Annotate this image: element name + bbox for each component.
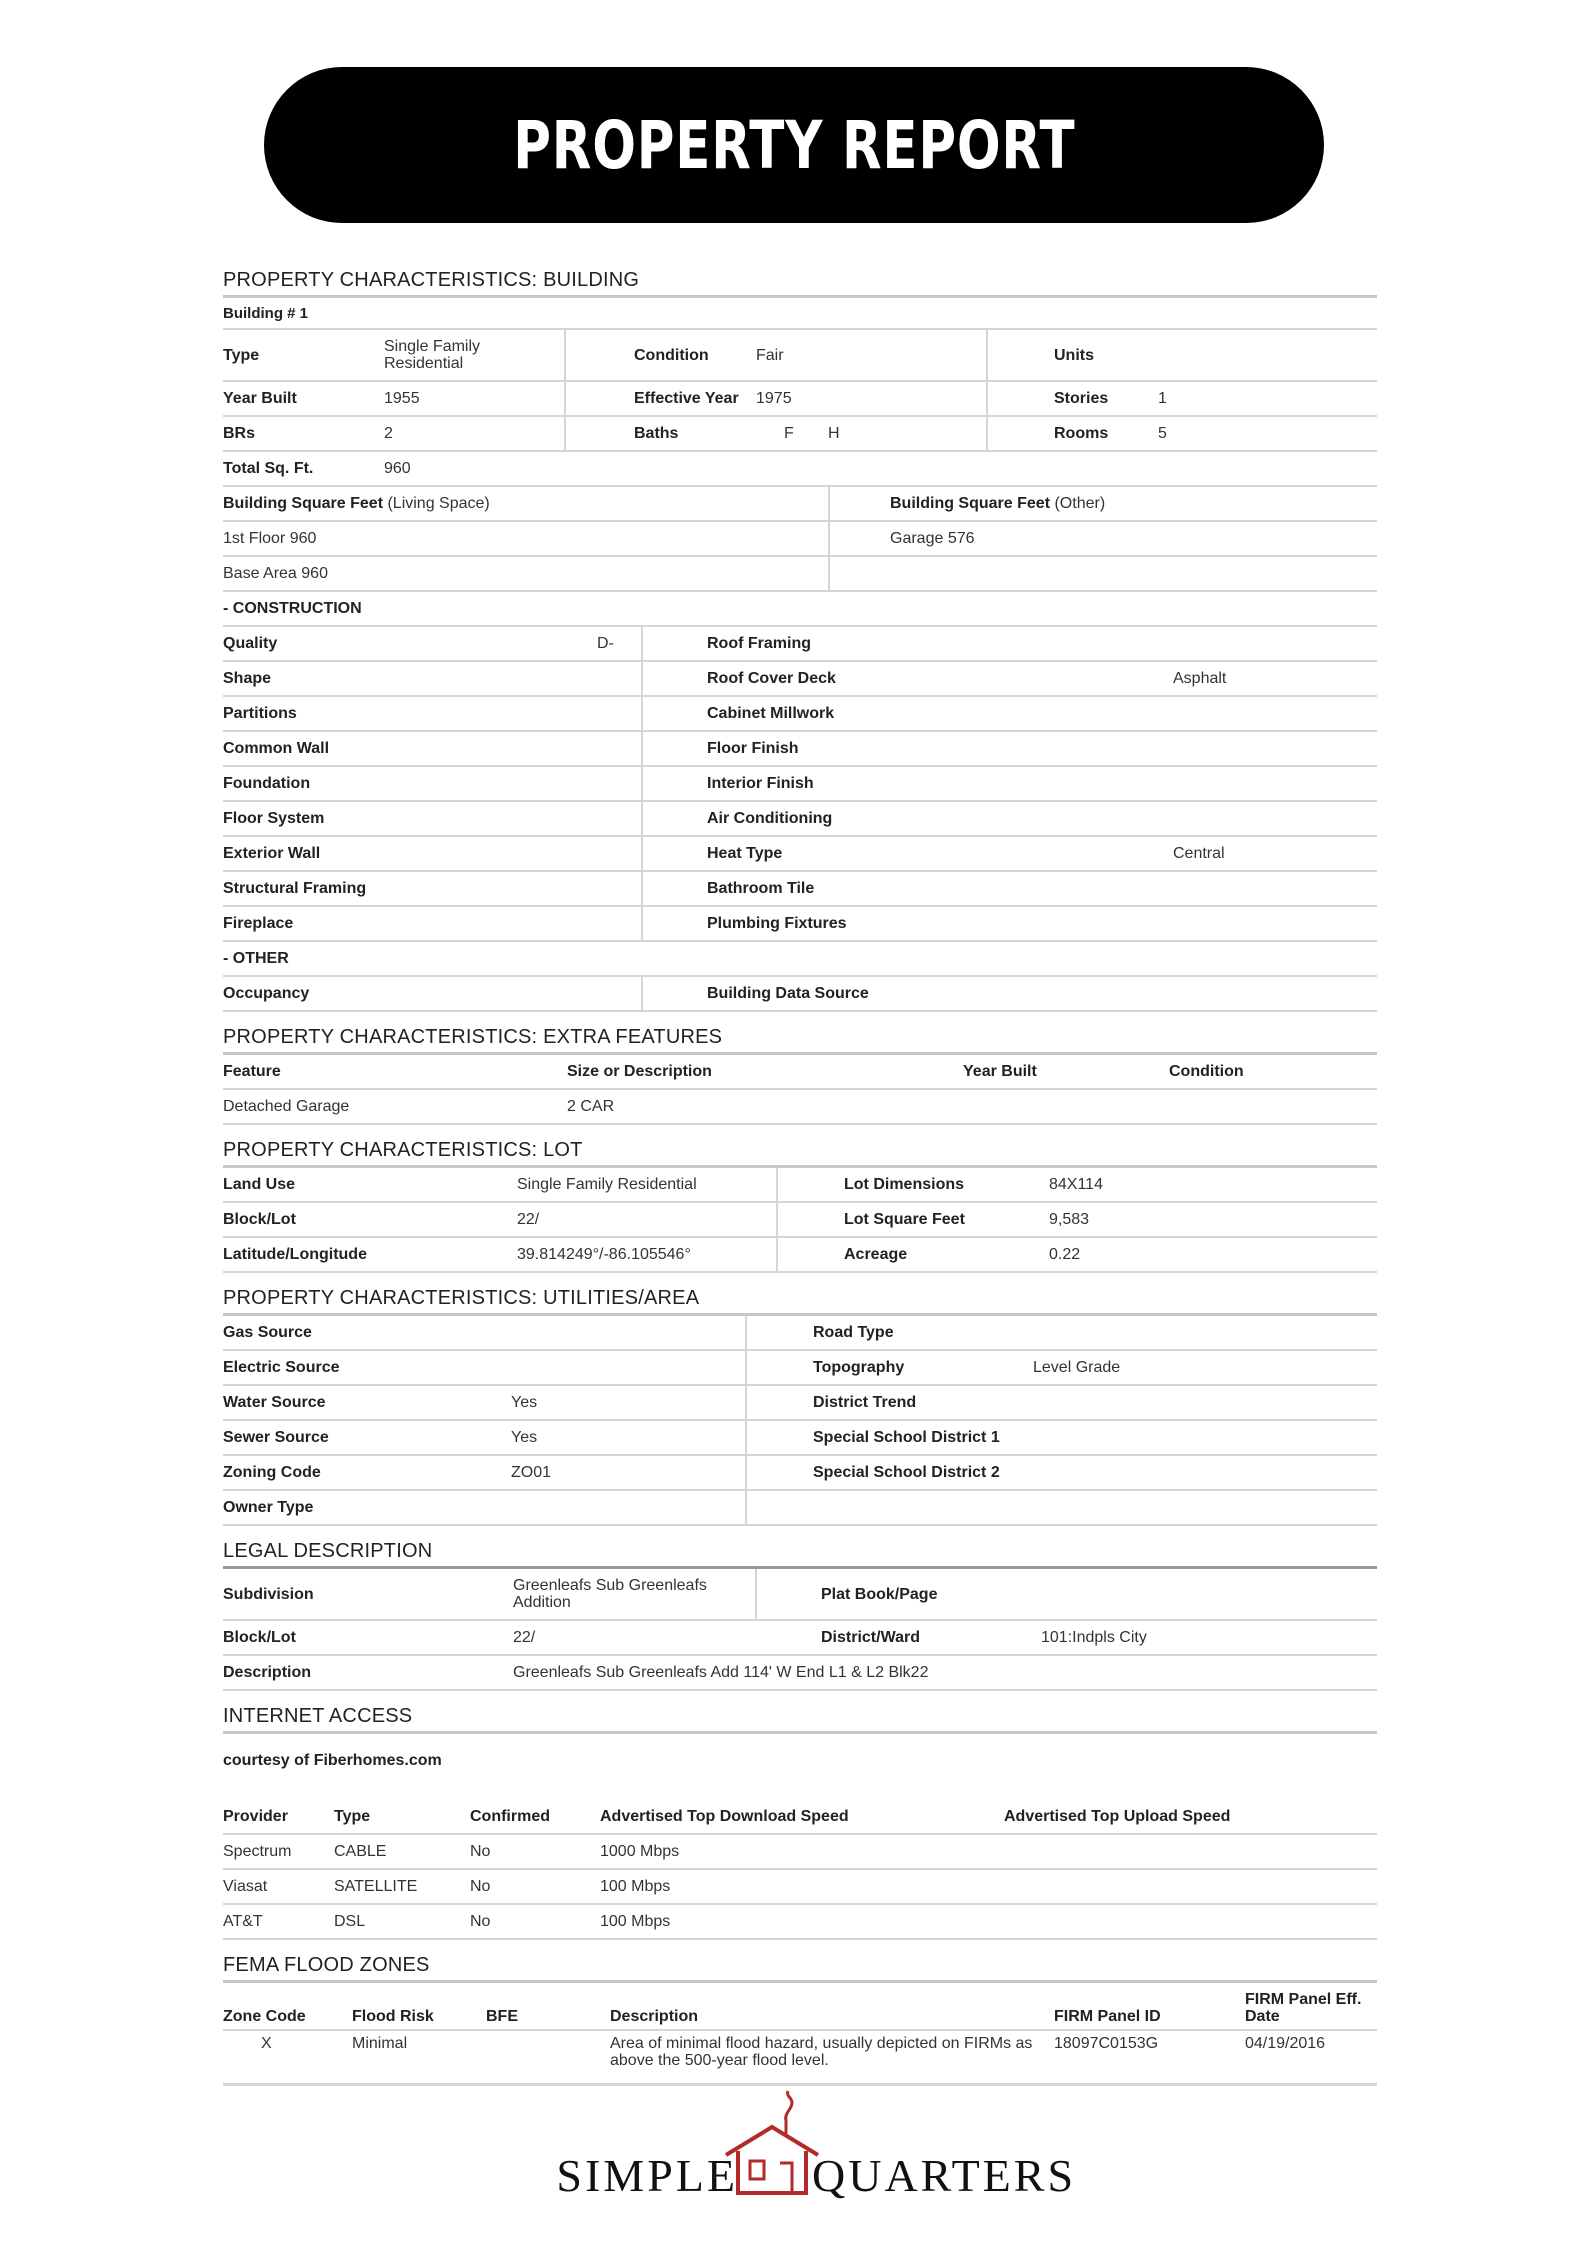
construction-label: Quality [223,635,278,652]
type-value: Single Family Residential [384,338,481,372]
base-area: Base Area 960 [223,565,328,582]
confirmed-value: No [470,1878,491,1895]
baths-full: F [784,425,794,442]
living-space-header [223,491,828,516]
provider-value: Spectrum [223,1843,292,1860]
construction-label: Partitions [223,705,297,722]
internet-table [223,1835,1377,1940]
construction-label: Shape [223,670,272,687]
construction-right-cell [641,767,1377,800]
internet-type-header: Type [334,1808,371,1825]
stories-label: Stories [1054,390,1109,407]
plat-cell [755,1569,1377,1619]
building-row-total-sqft [223,452,1377,487]
section-title-internet: INTERNET ACCESS [223,1701,1377,1734]
firm-panel-id-value: 18097C0153G [1054,2035,1159,2052]
district-label: District/Ward [821,1629,920,1646]
download-speed-value: 1000 Mbps [600,1843,680,1860]
flood-risk-header: Flood Risk [352,2008,434,2025]
brand-left: SIMPLE [556,2150,738,2201]
lot-label: Latitude/Longitude [223,1246,367,1263]
firm-panel-date-header: FIRM Panel Eff. Date [1245,1991,1362,2025]
upload-speed-value [1004,1883,1377,1891]
bfe-header: BFE [486,2008,518,2025]
lot-label: Lot Dimensions [844,1176,965,1193]
construction-value [597,780,641,788]
lot-value: 0.22 [1049,1246,1081,1263]
utilities-value: Level Grade [1033,1359,1121,1376]
lot-value: 9,583 [1049,1211,1090,1228]
construction-value [597,920,641,928]
occupancy-label: Occupancy [223,985,310,1002]
legal-block-value: 22/ [513,1629,536,1646]
effective-year-value: 1975 [756,390,792,407]
data-source-label: Building Data Source [641,977,1377,1010]
utilities-label: Water Source [223,1394,326,1411]
construction-value [597,745,641,753]
fema-description-value: Area of minimal flood hazard, usually depicted on FIRMs as above the 500-year flood level. [610,2035,1033,2069]
legal-row-block [223,1621,1377,1656]
provider-value: AT&T [223,1913,263,1930]
condition-value: Fair [756,346,784,364]
utilities-value [511,1329,745,1337]
construction-right-cell [641,837,1377,870]
section-title-legal: LEGAL DESCRIPTION [223,1536,1377,1569]
lot-row [223,1203,1377,1238]
brs-label: BRs [223,425,256,442]
internet-type-value: CABLE [334,1843,387,1860]
fema-header-row [223,1983,1377,2031]
internet-courtesy: courtesy of Fiberhomes.com [223,1752,442,1769]
type-label: Type [223,346,260,364]
lot-value: 84X114 [1049,1176,1103,1193]
utilities-label: Owner Type [223,1499,314,1516]
provider-value: Viasat [223,1878,268,1895]
legal-row-subdivision [223,1569,1377,1621]
lot-label: Lot Square Feet [844,1211,965,1228]
legal-block-label: Block/Lot [223,1629,296,1646]
construction-label: Air Conditioning [707,810,833,827]
building-sqft-row-2 [223,557,1377,592]
feature-value: Detached Garage [223,1098,350,1115]
lot-label: Block/Lot [223,1211,296,1228]
rooms-label: Rooms [1054,425,1109,442]
other-sqft-suffix: (Other) [1054,495,1106,512]
utilities-row [223,1491,1377,1526]
feature-header: Feature [223,1063,281,1080]
construction-table [223,627,1377,942]
construction-right-cell [641,907,1377,940]
download-speed-value: 100 Mbps [600,1913,671,1930]
lot-right-cell [776,1238,1377,1271]
internet-row [223,1870,1377,1905]
feature-condition-value [1169,1103,1377,1111]
utilities-label: Special School District 1 [813,1429,1000,1446]
utilities-label: District Trend [813,1394,917,1411]
upload-speed-value [1004,1848,1377,1856]
utilities-value: Yes [511,1394,538,1411]
construction-label: Floor System [223,810,325,827]
effective-year-cell [564,382,986,415]
description-value: Greenleafs Sub Greenleafs Add 114' W End L1 & L2 Blk22 [513,1664,929,1681]
building-sqft-row-1 [223,522,1377,557]
section-title-extra-features: PROPERTY CHARACTERISTICS: EXTRA FEATURES [223,1022,1377,1055]
brs-value: 2 [384,425,393,442]
utilities-label: Electric Source [223,1359,340,1376]
upload-speed-header: Advertised Top Upload Speed [1004,1808,1231,1825]
stories-cell [986,382,1377,415]
download-speed-value: 100 Mbps [600,1878,671,1895]
building-row-year [223,382,1377,417]
other-heading-row [223,942,1377,977]
construction-label: Common Wall [223,740,330,757]
lot-value: 22/ [517,1211,540,1228]
utilities-label: Gas Source [223,1324,312,1341]
utilities-table [223,1316,1377,1526]
utilities-label: Sewer Source [223,1429,329,1446]
section-title-lot: PROPERTY CHARACTERISTICS: LOT [223,1135,1377,1168]
utilities-label: Topography [813,1359,905,1376]
zone-code-value: X [261,2035,272,2052]
utilities-value [511,1504,745,1512]
lot-value: 39.814249°/-86.105546° [517,1246,691,1263]
utilities-value [511,1364,745,1372]
baths-half: H [828,425,840,442]
extra-features-header [223,1055,1377,1090]
fema-row [223,2031,1377,2086]
utilities-row [223,1421,1377,1456]
lot-label: Acreage [844,1246,908,1263]
internet-type-value: SATELLITE [334,1878,418,1895]
utilities-row [223,1386,1377,1421]
utilities-right-cell [745,1351,1377,1384]
construction-value [597,815,641,823]
total-sqft-label: Total Sq. Ft. [223,460,314,477]
house-icon [726,2091,818,2193]
construction-row [223,627,1377,662]
construction-right-cell [641,662,1377,695]
rooms-cell [986,417,1377,450]
construction-row [223,662,1377,697]
firm-panel-date-value: 04/19/2016 [1245,2035,1326,2052]
construction-label: Roof Cover Deck [707,670,836,687]
footer-logo [0,2085,1587,2205]
construction-right-cell [641,802,1377,835]
lot-value: Single Family Residential [517,1176,697,1193]
district-cell [755,1625,1377,1650]
confirmed-value: No [470,1913,491,1930]
first-floor: 1st Floor 960 [223,530,317,547]
living-space-label: Building Square Feet [223,495,384,512]
utilities-value: Yes [511,1429,538,1446]
building-sqft-header-row [223,487,1377,522]
flood-risk-value: Minimal [352,2035,408,2052]
internet-row [223,1905,1377,1940]
construction-row [223,872,1377,907]
construction-label: Structural Framing [223,880,367,897]
living-space-suffix: (Living Space) [387,495,490,512]
construction-value: Central [1173,845,1225,862]
utilities-right-cell [745,1456,1377,1489]
utilities-right-cell [745,1386,1377,1419]
condition-cell [564,330,986,380]
other-sqft-header [828,487,1377,520]
construction-label: Floor Finish [707,740,799,757]
construction-label: Bathroom Tile [707,880,815,897]
brand-right: QUARTERS [812,2150,1077,2201]
utilities-right-cell [745,1421,1377,1454]
lot-right-cell [776,1168,1377,1201]
building-row-type [223,330,1377,382]
extra-feature-row [223,1090,1377,1125]
construction-value: Asphalt [1173,670,1227,687]
baths-label: Baths [634,425,679,442]
year-built-header: Year Built [963,1063,1037,1080]
baths-cell [564,417,986,450]
year-built-label: Year Built [223,390,297,407]
utilities-row [223,1351,1377,1386]
construction-label: Exterior Wall [223,845,321,862]
fema-description-header: Description [610,2008,699,2025]
construction-row [223,697,1377,732]
building-row-brs [223,417,1377,452]
year-built-value: 1955 [384,390,420,407]
confirmed-header: Confirmed [470,1808,550,1825]
utilities-row [223,1316,1377,1351]
occupancy-row [223,977,1377,1012]
other-sqft-label: Building Square Feet [890,495,1051,512]
other-heading: - OTHER [223,950,289,967]
legal-row-description [223,1656,1377,1691]
internet-row [223,1835,1377,1870]
report-title: PROPERTY REPORT [512,106,1076,184]
size-description-header: Size or Description [567,1063,712,1080]
construction-label: Interior Finish [707,775,814,792]
subdivision-value: Greenleafs Sub Greenleafs Addition [513,1577,707,1611]
bfe-value [486,2031,610,2039]
internet-header-row [223,1800,1377,1835]
section-title-fema: FEMA FLOOD ZONES [223,1950,1377,1983]
description-label: Description [223,1664,312,1681]
property-report [223,265,1377,2086]
plat-label: Plat Book/Page [821,1585,938,1603]
utilities-row [223,1456,1377,1491]
lot-right-cell [776,1203,1377,1236]
lot-label: Land Use [223,1176,296,1193]
construction-row [223,767,1377,802]
construction-label: Roof Framing [707,635,811,652]
construction-row [223,732,1377,767]
construction-heading-row [223,592,1377,627]
construction-right-cell [641,697,1377,730]
confirmed-value: No [470,1843,491,1860]
download-speed-header: Advertised Top Download Speed [600,1808,849,1825]
building-number: Building # 1 [223,304,309,322]
construction-value [597,675,641,683]
lot-table [223,1168,1377,1273]
construction-value [597,885,641,893]
construction-label: Plumbing Fixtures [707,915,847,932]
effective-year-label: Effective Year [634,390,739,407]
empty-cell [828,557,1377,590]
lot-row [223,1168,1377,1203]
report-banner [264,67,1324,223]
construction-right-cell [641,627,1377,660]
upload-speed-value [1004,1918,1377,1926]
firm-panel-id-header: FIRM Panel ID [1054,2008,1161,2025]
utilities-label: Special School District 2 [813,1464,1000,1481]
construction-row [223,802,1377,837]
garage-sqft: Garage 576 [828,522,1377,555]
construction-value: D- [597,635,614,652]
construction-right-cell [641,872,1377,905]
construction-value [597,850,641,858]
utilities-label: Zoning Code [223,1464,321,1481]
construction-value [597,710,641,718]
construction-label: Fireplace [223,915,294,932]
utilities-right-cell [745,1316,1377,1349]
condition-header: Condition [1169,1063,1244,1080]
utilities-right-cell [745,1491,1377,1524]
units-label: Units [986,330,1377,380]
construction-label: Heat Type [707,845,783,862]
section-title-building: PROPERTY CHARACTERISTICS: BUILDING [223,265,1377,298]
internet-type-value: DSL [334,1913,366,1930]
utilities-label: Road Type [813,1324,894,1341]
rooms-value: 5 [1158,425,1167,442]
building-number-row [223,298,1377,330]
construction-right-cell [641,732,1377,765]
total-sqft-value: 960 [384,460,411,477]
district-value: 101:Indpls City [1041,1629,1147,1646]
provider-header: Provider [223,1808,288,1825]
construction-row [223,907,1377,942]
construction-label: Foundation [223,775,311,792]
section-title-utilities: PROPERTY CHARACTERISTICS: UTILITIES/AREA [223,1283,1377,1316]
feature-year-value [963,1103,1169,1111]
subdivision-label: Subdivision [223,1585,314,1603]
construction-heading: - CONSTRUCTION [223,600,362,617]
stories-value: 1 [1158,390,1167,407]
zone-code-header: Zone Code [223,2008,306,2025]
construction-label: Cabinet Millwork [707,705,835,722]
utilities-value: ZO01 [511,1464,552,1481]
size-description-value: 2 CAR [567,1098,615,1115]
construction-row [223,837,1377,872]
condition-label: Condition [634,346,709,364]
simple-quarters-logo [0,2085,1587,2205]
lot-row [223,1238,1377,1273]
